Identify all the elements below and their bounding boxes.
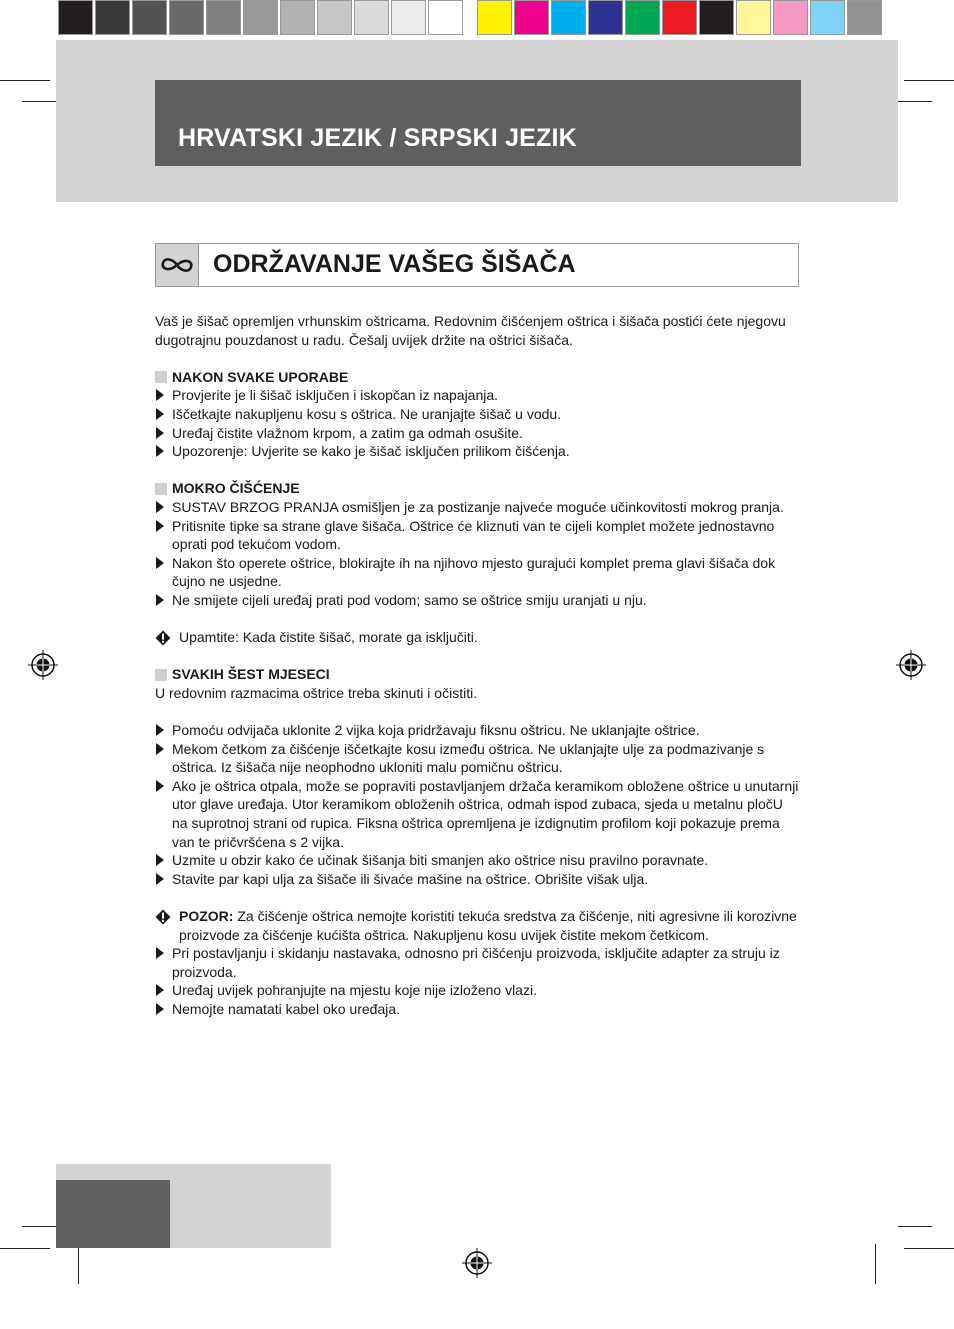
color-swatch [95,0,130,35]
list-item: Nemojte namatati kabel oko uređaja. [155,1000,800,1019]
section-title: ODRŽAVANJE VAŠEG ŠIŠAČA [213,250,576,278]
wet-cleaning-note: Upamtite: Kada čistite šišač, morate ga isključiti. [155,628,800,647]
color-swatch [428,0,463,35]
list-item: Nakon što operete oštrice, blokirajte ih na njihovo mjesto gurajući komplet prema glavi šišača dok čujno ne usjedne. [155,554,800,591]
warning-diamond-icon [155,630,171,646]
triangle-bullet-icon [156,389,164,401]
crop-mark [78,1244,79,1284]
caution-text: Za čišćenje oštrica nemojte koristiti tekuća sredstva za čišćenje, niti agresivne ili korozivne proizvode za čišćenje kućišta oštrica. Nakupljenu kosu uvijek čistite mekom četkicom. [179,908,797,943]
color-swatch [625,0,660,35]
color-swatch [169,0,204,35]
swatch-gap [465,0,477,38]
triangle-bullet-icon [156,780,164,792]
color-swatch [662,0,697,35]
registration-mark-icon [28,650,58,680]
crop-mark [875,1244,876,1284]
color-swatch [773,0,808,35]
wet-cleaning-list [155,498,800,610]
triangle-bullet-icon [156,427,164,439]
color-calibration-bar [58,0,884,38]
caution-label: POZOR: [179,908,234,924]
color-swatch [206,0,241,35]
registration-mark-icon [462,1248,492,1278]
subheading-wet-cleaning: MOKRO ČIŠĆENJE [155,479,800,498]
subheading-after-use: NAKON SVAKE UPORABE [155,368,800,387]
color-swatch [514,0,549,35]
color-swatch [317,0,352,35]
crop-mark [904,80,954,81]
triangle-bullet-icon [156,1003,164,1015]
color-swatch [736,0,771,35]
list-item: Iščetkajte nakupljenu kosu s oštrica. Ne uranjajte šišač u vodu. [155,405,800,424]
color-swatch [391,0,426,35]
color-swatch [280,0,315,35]
color-swatch [551,0,586,35]
crop-mark [898,101,932,102]
registration-mark-icon [896,650,926,680]
subheading-six-months: SVAKIH ŠEST MJESECI [155,665,800,684]
triangle-bullet-icon [156,854,164,866]
crop-mark [0,1248,50,1249]
triangle-bullet-icon [156,594,164,606]
color-swatch [477,0,512,35]
list-item: Stavite par kapi ulja za šišače ili šivaće mašine na oštrice. Obrišite višak ulja. [155,870,800,889]
infinity-icon [156,244,198,286]
page-title: HRVATSKI JEZIK / SRPSKI JEZIK [178,124,577,152]
list-item: Pri postavljanju i skidanju nastavaka, odnosno pri čišćenju proizvoda, isključite adapter za struju iz proizvoda. [155,944,800,981]
color-swatch [354,0,389,35]
list-item: Ako je oštrica otpala, može se popraviti postavljanjem držača keramikom obložene oštrice u unutarnji utor glave uređaja. Utor keramikom obloženih oštrica, odmah ispod zubaca, sjeda u metalnu pločU na suprotnoj strani od rupica. Fiksna oštrica opremljena je izdignutim profilom koji pokazuje prema van te pričvršćena s 2 vijka. [155,777,800,851]
intro-paragraph: Vaš je šišač opremljen vrhunskim oštricama. Redovnim čišćenjem oštrica i šišača postići ćete njegovu dugotrajnu pouzdanost u radu. Češalj uvijek držite na oštrici šišača. [155,313,786,348]
triangle-bullet-icon [156,743,164,755]
crop-mark [904,1248,954,1249]
footer-page-tab [56,1180,170,1248]
list-item: Uređaj uvijek pohranjujte na mjestu koje nije izloženo vlazi. [155,981,800,1000]
triangle-bullet-icon [156,724,164,736]
color-swatch [699,0,734,35]
square-bullet-icon [155,371,167,383]
section-icon-box [156,244,199,286]
crop-mark [22,1226,56,1227]
after-use-list [155,386,800,460]
color-swatch [58,0,93,35]
final-list [155,944,800,1018]
list-item: Mekom četkom za čišćenje iščetkajte kosu između oštrica. Ne uklanjajte ulje za podmazivanje s oštrica. Iz šišača nije neophodno ukloniti malu pomičnu oštricu. [155,740,800,777]
header-dark-panel [155,80,801,166]
color-swatch [810,0,845,35]
triangle-bullet-icon [156,557,164,569]
list-item: Uzmite u obzir kako će učinak šišanja biti smanjen ako oštrice nisu pravilno poravnate. [155,851,800,870]
list-item: SUSTAV BRZOG PRANJA osmišljen je za postizanje najveće moguće učinkovitosti mokrog pranja. [155,498,800,517]
list-item: Provjerite je li šišač isključen i iskopčan iz napajanja. [155,386,800,405]
triangle-bullet-icon [156,501,164,513]
document-body [155,312,800,1019]
section-header [155,243,799,287]
list-item: Ne smijete cijeli uređaj prati pod vodom; samo se oštrice smiju uranjati u nju. [155,591,800,610]
list-item: Upozorenje: Uvjerite se kako je šišač isključen prilikom čišćenja. [155,442,800,461]
triangle-bullet-icon [156,947,164,959]
triangle-bullet-icon [156,408,164,420]
list-item: Pomoću odvijača uklonite 2 vijka koja pridržavaju fiksnu oštricu. Ne uklanjajte oštrice. [155,721,800,740]
color-swatch [847,0,882,35]
color-swatch [588,0,623,35]
crop-mark [22,101,56,102]
triangle-bullet-icon [156,984,164,996]
triangle-bullet-icon [156,520,164,532]
crop-mark [898,1226,932,1227]
list-item: Uređaj čistite vlažnom krpom, a zatim ga odmah osušite. [155,424,800,443]
triangle-bullet-icon [156,445,164,457]
caution-note [155,907,800,944]
warning-diamond-icon [155,909,171,925]
triangle-bullet-icon [156,873,164,885]
list-item: Pritisnite tipke sa strane glave šišača. Oštrice će kliznuti van te cijeli komplet možete jednostavno oprati pod tekućom vodom. [155,517,800,554]
color-swatch [243,0,278,35]
square-bullet-icon [155,669,167,681]
six-months-intro: U redovnim razmacima oštrice treba skinuti i očistiti. [155,684,478,701]
color-swatch [132,0,167,35]
six-months-list [155,721,800,888]
crop-mark [0,80,50,81]
square-bullet-icon [155,483,167,495]
